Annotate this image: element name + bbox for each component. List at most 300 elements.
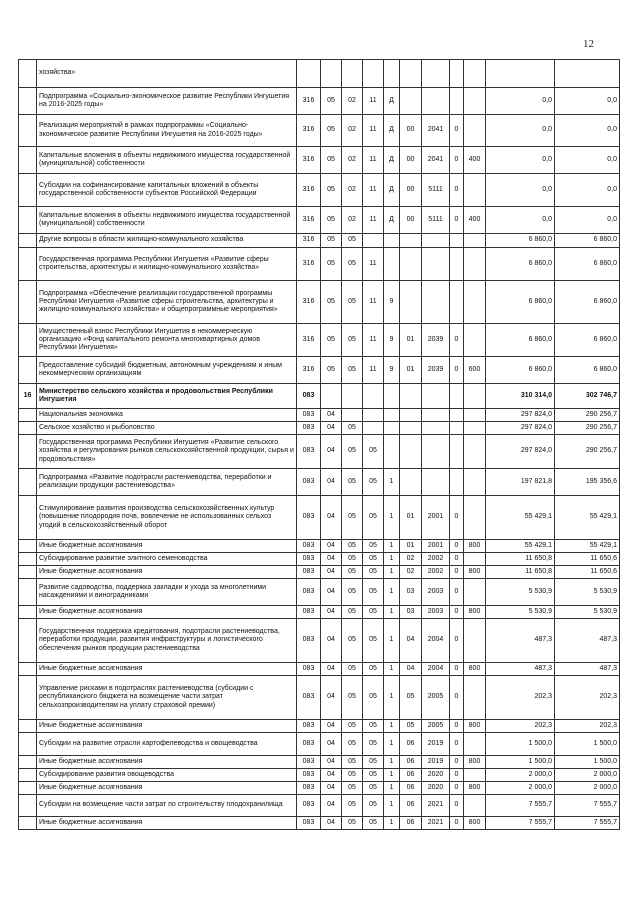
- code-pr: 05: [342, 234, 363, 248]
- code-vr: [464, 234, 486, 248]
- code-pr: 05: [342, 540, 363, 553]
- table-row: [19, 619, 620, 663]
- code-ved: 083: [297, 733, 321, 756]
- budget-table: [18, 59, 620, 830]
- table-row: [19, 579, 620, 606]
- code-rz: 04: [321, 720, 342, 733]
- table-row: [19, 606, 620, 619]
- amount-year-2: 7 555,7: [555, 817, 620, 830]
- amount-year-1: 55 429,1: [486, 540, 555, 553]
- code-direction-suffix: 0: [450, 769, 464, 782]
- code-direction-suffix: 0: [450, 147, 464, 174]
- code-direction: 2019: [422, 756, 450, 769]
- row-name: Субсидирование развитие элитного семеноводства: [37, 553, 297, 566]
- table-row: [19, 663, 620, 676]
- amount-year-2: 202,3: [555, 720, 620, 733]
- code-ved: 083: [297, 769, 321, 782]
- code-program: 05: [363, 553, 384, 566]
- code-event: [400, 281, 422, 324]
- code-vr: 800: [464, 782, 486, 795]
- code-rz: 04: [321, 769, 342, 782]
- code-subprogram: Д: [384, 88, 400, 115]
- amount-year-1: 0,0: [486, 147, 555, 174]
- code-ved: 083: [297, 540, 321, 553]
- code-vr: [464, 60, 486, 88]
- code-event: [400, 409, 422, 422]
- code-direction: [422, 422, 450, 435]
- code-event: 02: [400, 566, 422, 579]
- amount-year-1: 202,3: [486, 720, 555, 733]
- amount-year-1: [486, 60, 555, 88]
- table-row: [19, 324, 620, 357]
- code-pr: 05: [342, 324, 363, 357]
- amount-year-1: 1 500,0: [486, 756, 555, 769]
- row-name: Подпрограмма «Обеспечение реализации государственной программы Республики Ингушетия «Развитие сферы строительства, архитектуры и жилищно-коммунального хозяйства» и общепрограммные мероприятия»: [37, 281, 297, 324]
- amount-year-1: 0,0: [486, 115, 555, 147]
- row-number: [19, 207, 37, 234]
- amount-year-1: 197 821,8: [486, 469, 555, 496]
- row-name: Государственная программа Республики Ингушетия «Развитие сферы строительства, архитектуры и жилищно-коммунального хозяйства»: [37, 248, 297, 281]
- row-name: Стимулирование развития производства сельскохозяйственных культур (повышение плодородия почв, вовлечение не использованных сельхоз угодий в сельскохозяйственный оборот: [37, 496, 297, 540]
- code-rz: 04: [321, 676, 342, 720]
- row-name: Иные бюджетные ассигнования: [37, 663, 297, 676]
- amount-year-2: 487,3: [555, 663, 620, 676]
- code-program: 05: [363, 795, 384, 817]
- table-row: [19, 540, 620, 553]
- code-ved: 083: [297, 422, 321, 435]
- row-name: Иные бюджетные ассигнования: [37, 817, 297, 830]
- code-pr: [342, 384, 363, 409]
- row-number: [19, 409, 37, 422]
- code-vr: [464, 769, 486, 782]
- code-ved: 316: [297, 88, 321, 115]
- code-direction: [422, 234, 450, 248]
- amount-year-1: 297 824,0: [486, 435, 555, 469]
- code-direction-suffix: 0: [450, 207, 464, 234]
- code-pr: 05: [342, 733, 363, 756]
- table-row: [19, 566, 620, 579]
- amount-year-2: 55 429,1: [555, 496, 620, 540]
- row-name: хозяйства»: [37, 60, 297, 88]
- code-rz: 04: [321, 540, 342, 553]
- code-event: [400, 248, 422, 281]
- row-name: Управление рисками в подотраслях растениеводства (субсидии с республиканского бюджета на возмещение части затрат сельхозпроизводителям на уплату страховой премии): [37, 676, 297, 720]
- row-number: [19, 756, 37, 769]
- row-name: Капитальные вложения в объекты недвижимого имущества государственной (муниципальной) собственности: [37, 207, 297, 234]
- row-name: Государственная поддержка кредитования, подотрасли растениеводства, переработки продукции, развития инфраструктуры и логистического обеспечения рынков продукции растениеводства: [37, 619, 297, 663]
- code-vr: [464, 795, 486, 817]
- code-direction: [422, 384, 450, 409]
- code-subprogram: 1: [384, 469, 400, 496]
- code-subprogram: [384, 248, 400, 281]
- code-direction: 2039: [422, 357, 450, 384]
- code-program: 11: [363, 324, 384, 357]
- row-number: [19, 606, 37, 619]
- code-rz: 05: [321, 281, 342, 324]
- table-row: [19, 60, 620, 88]
- code-vr: [464, 409, 486, 422]
- code-rz: 04: [321, 566, 342, 579]
- row-name: Реализация мероприятий в рамках подпрограммы «Социально-экономическое развитие Республики Ингушетия на 2016-2025 годы»: [37, 115, 297, 147]
- amount-year-2: 1 500,0: [555, 733, 620, 756]
- amount-year-2: 0,0: [555, 207, 620, 234]
- code-vr: 800: [464, 817, 486, 830]
- code-pr: 05: [342, 553, 363, 566]
- code-ved: 083: [297, 566, 321, 579]
- page-number: 12: [583, 38, 594, 50]
- row-name: Субсидии на развитие отрасли картофелеводства и овощеводства: [37, 733, 297, 756]
- code-direction: 2021: [422, 795, 450, 817]
- code-direction-suffix: [450, 60, 464, 88]
- row-number: [19, 115, 37, 147]
- table-row: [19, 88, 620, 115]
- row-name: Национальная экономика: [37, 409, 297, 422]
- table-row: [19, 435, 620, 469]
- code-event: 04: [400, 619, 422, 663]
- code-ved: 083: [297, 720, 321, 733]
- code-rz: 04: [321, 782, 342, 795]
- code-ved: 083: [297, 469, 321, 496]
- table-row: [19, 207, 620, 234]
- table-row: [19, 281, 620, 324]
- code-direction: 2021: [422, 817, 450, 830]
- amount-year-1: 11 650,8: [486, 566, 555, 579]
- amount-year-1: 7 555,7: [486, 795, 555, 817]
- code-pr: 05: [342, 496, 363, 540]
- code-vr: [464, 324, 486, 357]
- amount-year-1: 11 650,8: [486, 553, 555, 566]
- code-pr: 05: [342, 795, 363, 817]
- code-rz: 05: [321, 234, 342, 248]
- code-vr: [464, 281, 486, 324]
- code-program: 05: [363, 769, 384, 782]
- code-direction: 2020: [422, 769, 450, 782]
- row-number: [19, 817, 37, 830]
- amount-year-2: 195 356,6: [555, 469, 620, 496]
- code-rz: 05: [321, 248, 342, 281]
- code-ved: 316: [297, 174, 321, 207]
- code-rz: 05: [321, 147, 342, 174]
- code-ved: 083: [297, 496, 321, 540]
- code-vr: [464, 619, 486, 663]
- table-row: [19, 769, 620, 782]
- code-pr: 05: [342, 248, 363, 281]
- code-rz: 04: [321, 422, 342, 435]
- code-event: 03: [400, 579, 422, 606]
- code-pr: 05: [342, 817, 363, 830]
- code-subprogram: [384, 60, 400, 88]
- code-ved: 316: [297, 324, 321, 357]
- code-subprogram: [384, 384, 400, 409]
- code-direction: 2005: [422, 720, 450, 733]
- code-vr: [464, 435, 486, 469]
- amount-year-2: 1 500,0: [555, 756, 620, 769]
- code-direction: 2002: [422, 553, 450, 566]
- code-direction-suffix: 0: [450, 619, 464, 663]
- row-name: Имущественный взнос Республики Ингушетия в некоммерческую организацию «Фонд капитального ремонта многоквартирных домов Республики Ингушетия»: [37, 324, 297, 357]
- table-row: [19, 733, 620, 756]
- amount-year-1: 0,0: [486, 88, 555, 115]
- code-ved: 083: [297, 795, 321, 817]
- code-event: 00: [400, 147, 422, 174]
- code-event: 00: [400, 115, 422, 147]
- code-direction-suffix: 0: [450, 795, 464, 817]
- code-direction: [422, 60, 450, 88]
- code-event: [400, 435, 422, 469]
- code-event: 05: [400, 676, 422, 720]
- code-direction-suffix: 0: [450, 579, 464, 606]
- code-pr: 05: [342, 422, 363, 435]
- code-program: [363, 60, 384, 88]
- row-number: [19, 60, 37, 88]
- code-direction: 2004: [422, 619, 450, 663]
- table-row: [19, 676, 620, 720]
- code-rz: 04: [321, 733, 342, 756]
- row-number: [19, 435, 37, 469]
- code-direction-suffix: [450, 384, 464, 409]
- amount-year-2: 0,0: [555, 115, 620, 147]
- table-row: [19, 409, 620, 422]
- code-pr: 05: [342, 435, 363, 469]
- code-vr: [464, 496, 486, 540]
- amount-year-2: [555, 60, 620, 88]
- code-vr: [464, 676, 486, 720]
- code-ved: 083: [297, 676, 321, 720]
- code-program: 11: [363, 357, 384, 384]
- code-pr: 05: [342, 782, 363, 795]
- code-ved: 083: [297, 756, 321, 769]
- code-ved: 083: [297, 817, 321, 830]
- amount-year-1: 6 860,0: [486, 324, 555, 357]
- code-program: 05: [363, 817, 384, 830]
- row-name: Иные бюджетные ассигнования: [37, 540, 297, 553]
- code-direction-suffix: 0: [450, 357, 464, 384]
- code-direction-suffix: 0: [450, 676, 464, 720]
- code-rz: 04: [321, 619, 342, 663]
- code-ved: 083: [297, 409, 321, 422]
- code-event: 06: [400, 817, 422, 830]
- code-direction-suffix: 0: [450, 606, 464, 619]
- code-ved: 083: [297, 384, 321, 409]
- amount-year-2: 6 860,0: [555, 248, 620, 281]
- row-number: [19, 324, 37, 357]
- code-direction: 2005: [422, 676, 450, 720]
- code-event: 06: [400, 782, 422, 795]
- code-event: 01: [400, 324, 422, 357]
- row-name: Министерство сельского хозяйства и продовольствия Республики Ингушетия: [37, 384, 297, 409]
- row-name: Иные бюджетные ассигнования: [37, 566, 297, 579]
- row-number: [19, 769, 37, 782]
- code-vr: [464, 384, 486, 409]
- amount-year-2: 2 000,0: [555, 769, 620, 782]
- code-pr: 05: [342, 579, 363, 606]
- amount-year-2: 0,0: [555, 88, 620, 115]
- amount-year-1: 202,3: [486, 676, 555, 720]
- code-event: 05: [400, 720, 422, 733]
- amount-year-1: 297 824,0: [486, 422, 555, 435]
- code-rz: 05: [321, 88, 342, 115]
- code-subprogram: [384, 409, 400, 422]
- code-direction: [422, 281, 450, 324]
- row-name: Иные бюджетные ассигнования: [37, 756, 297, 769]
- code-direction-suffix: 0: [450, 540, 464, 553]
- code-subprogram: 1: [384, 676, 400, 720]
- row-number: [19, 720, 37, 733]
- table-row: [19, 248, 620, 281]
- table-row: [19, 756, 620, 769]
- code-subprogram: 1: [384, 496, 400, 540]
- code-rz: [321, 384, 342, 409]
- amount-year-2: 11 650,6: [555, 553, 620, 566]
- amount-year-2: 290 256,7: [555, 409, 620, 422]
- amount-year-2: 6 860,0: [555, 357, 620, 384]
- row-number: [19, 553, 37, 566]
- code-rz: 04: [321, 435, 342, 469]
- code-vr: 800: [464, 606, 486, 619]
- row-name: Иные бюджетные ассигнования: [37, 606, 297, 619]
- code-subprogram: 1: [384, 795, 400, 817]
- code-event: [400, 60, 422, 88]
- code-vr: [464, 248, 486, 281]
- amount-year-2: 2 000,0: [555, 782, 620, 795]
- code-event: [400, 469, 422, 496]
- code-program: 05: [363, 435, 384, 469]
- code-direction: [422, 409, 450, 422]
- amount-year-2: 5 530,9: [555, 579, 620, 606]
- row-number: [19, 795, 37, 817]
- amount-year-2: 7 555,7: [555, 795, 620, 817]
- code-vr: [464, 422, 486, 435]
- row-name: Подпрограмма «Социально-экономическое развитие Республики Ингушетия на 2016-2025 годы»: [37, 88, 297, 115]
- code-rz: 05: [321, 115, 342, 147]
- code-subprogram: 1: [384, 566, 400, 579]
- code-pr: 05: [342, 606, 363, 619]
- code-vr: 800: [464, 663, 486, 676]
- amount-year-1: 2 000,0: [486, 769, 555, 782]
- code-event: 04: [400, 663, 422, 676]
- code-event: 01: [400, 496, 422, 540]
- code-program: 05: [363, 579, 384, 606]
- table-row: [19, 384, 620, 409]
- code-program: 05: [363, 469, 384, 496]
- code-vr: [464, 88, 486, 115]
- row-name: Субсидии на возмещение части затрат по строительству плодохранилища: [37, 795, 297, 817]
- amount-year-2: 0,0: [555, 147, 620, 174]
- code-direction: 2001: [422, 540, 450, 553]
- code-direction: [422, 88, 450, 115]
- code-ved: 083: [297, 782, 321, 795]
- code-vr: 800: [464, 566, 486, 579]
- code-program: 05: [363, 733, 384, 756]
- row-name: Субсидии на софинансирование капитальных вложений в объекты государственной собственности субъектов Российской Федерации: [37, 174, 297, 207]
- code-rz: 05: [321, 324, 342, 357]
- code-direction: 2001: [422, 496, 450, 540]
- code-event: 01: [400, 540, 422, 553]
- amount-year-1: 7 555,7: [486, 817, 555, 830]
- code-program: 05: [363, 496, 384, 540]
- row-number: 16: [19, 384, 37, 409]
- code-vr: 800: [464, 720, 486, 733]
- row-number: [19, 782, 37, 795]
- row-name: Иные бюджетные ассигнования: [37, 720, 297, 733]
- code-ved: 083: [297, 619, 321, 663]
- code-subprogram: 1: [384, 619, 400, 663]
- code-pr: 02: [342, 115, 363, 147]
- code-rz: 04: [321, 606, 342, 619]
- code-pr: 02: [342, 207, 363, 234]
- code-direction: 2041: [422, 147, 450, 174]
- code-direction: 2003: [422, 579, 450, 606]
- code-direction-suffix: 0: [450, 782, 464, 795]
- code-direction-suffix: 0: [450, 756, 464, 769]
- row-number: [19, 540, 37, 553]
- code-event: 03: [400, 606, 422, 619]
- table-row: [19, 174, 620, 207]
- code-program: 11: [363, 147, 384, 174]
- code-program: [363, 409, 384, 422]
- code-subprogram: 1: [384, 769, 400, 782]
- code-rz: 04: [321, 553, 342, 566]
- amount-year-1: 6 860,0: [486, 281, 555, 324]
- code-rz: 04: [321, 469, 342, 496]
- amount-year-2: 6 860,0: [555, 324, 620, 357]
- code-subprogram: 1: [384, 720, 400, 733]
- amount-year-1: 5 530,9: [486, 606, 555, 619]
- code-pr: 02: [342, 88, 363, 115]
- row-name: Государственная программа Республики Ингушетия «Развитие сельского хозяйства и регулирования рынков сельскохозяйственной продукции, сырья и продовольствия»: [37, 435, 297, 469]
- amount-year-1: 487,3: [486, 619, 555, 663]
- code-ved: 316: [297, 248, 321, 281]
- code-subprogram: 1: [384, 579, 400, 606]
- row-number: [19, 566, 37, 579]
- code-vr: [464, 174, 486, 207]
- row-name: Капитальные вложения в объекты недвижимого имущества государственной (муниципальной) собственности: [37, 147, 297, 174]
- amount-year-1: 5 530,9: [486, 579, 555, 606]
- amount-year-1: 310 314,0: [486, 384, 555, 409]
- amount-year-2: 487,3: [555, 619, 620, 663]
- table-row: [19, 553, 620, 566]
- row-number: [19, 248, 37, 281]
- code-direction-suffix: 0: [450, 733, 464, 756]
- row-name: Иные бюджетные ассигнования: [37, 782, 297, 795]
- amount-year-1: 297 824,0: [486, 409, 555, 422]
- code-ved: 083: [297, 553, 321, 566]
- code-subprogram: 1: [384, 663, 400, 676]
- code-subprogram: [384, 422, 400, 435]
- code-pr: [342, 409, 363, 422]
- code-pr: 02: [342, 174, 363, 207]
- code-subprogram: 1: [384, 782, 400, 795]
- amount-year-1: 1 500,0: [486, 733, 555, 756]
- amount-year-1: 6 860,0: [486, 357, 555, 384]
- amount-year-2: 302 746,7: [555, 384, 620, 409]
- row-name: Развитие садоводства, поддержка закладки и ухода за многолетними насаждениями и виноградниками: [37, 579, 297, 606]
- code-rz: 04: [321, 663, 342, 676]
- code-program: 05: [363, 566, 384, 579]
- code-pr: 02: [342, 147, 363, 174]
- code-program: 11: [363, 281, 384, 324]
- amount-year-1: 2 000,0: [486, 782, 555, 795]
- row-name: Субсидирование развития овощеводства: [37, 769, 297, 782]
- code-ved: [297, 60, 321, 88]
- code-event: [400, 234, 422, 248]
- code-ved: 316: [297, 115, 321, 147]
- amount-year-2: 11 650,6: [555, 566, 620, 579]
- code-program: 11: [363, 174, 384, 207]
- row-number: [19, 357, 37, 384]
- code-event: 06: [400, 733, 422, 756]
- code-subprogram: 1: [384, 540, 400, 553]
